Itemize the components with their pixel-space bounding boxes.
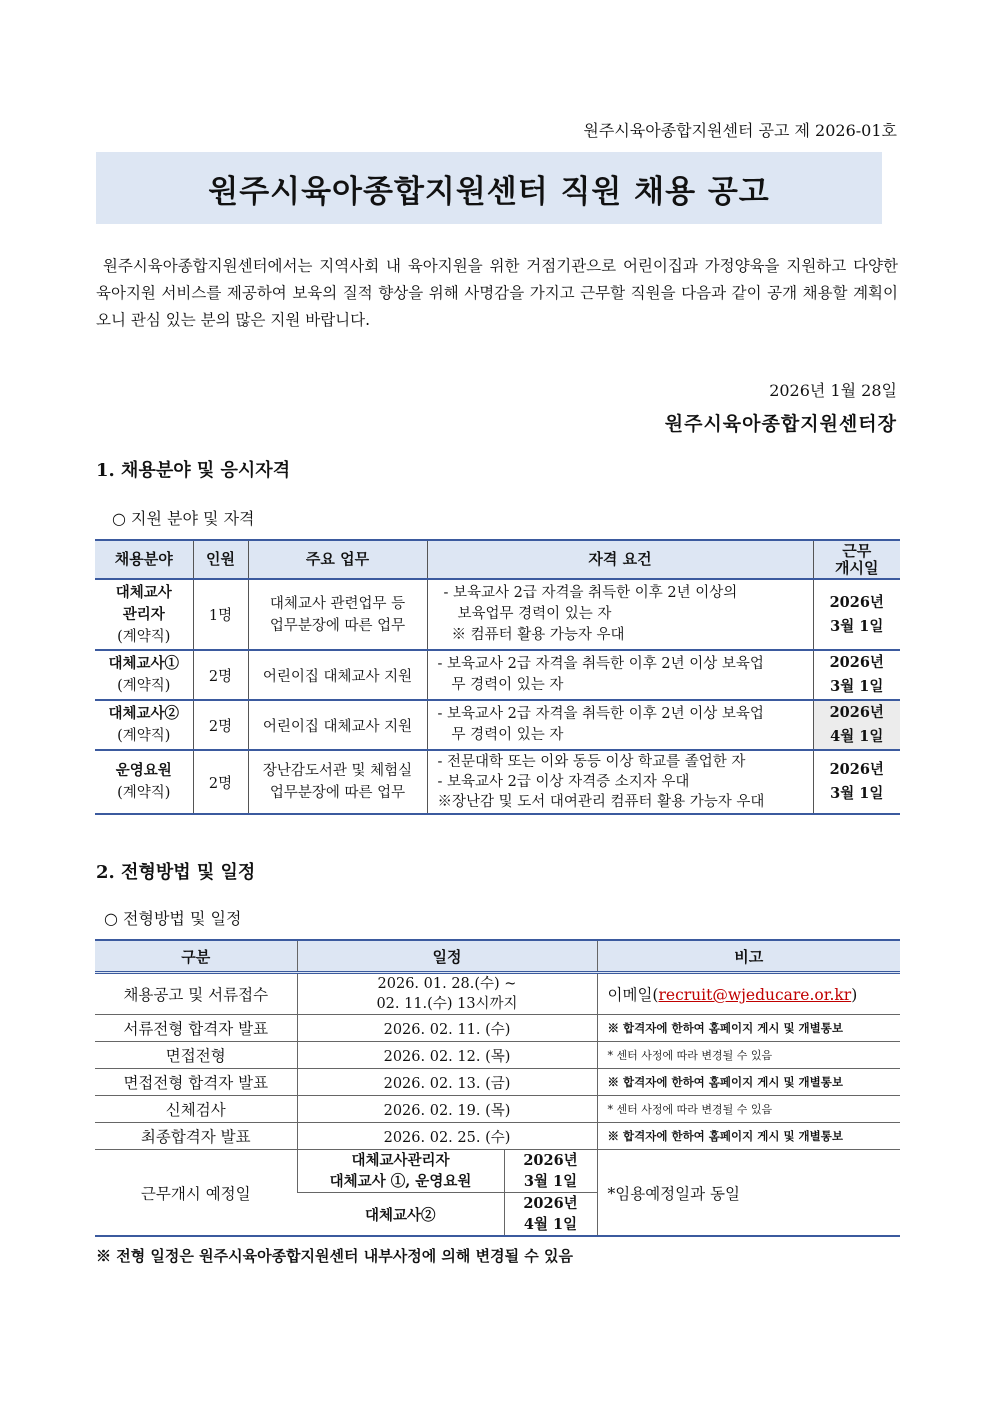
start-cell: 2026년 3월 1일 [813, 579, 900, 650]
table-row [95, 700, 900, 750]
start-date-cell: 2026년 4월 1일 [504, 1193, 597, 1237]
table-header-row [95, 540, 900, 579]
requirements-cell: - 전문대학 또는 이와 동등 이상 학교를 졸업한 자 - 보육교사 2급 이상 자격증 소지자 우대 ※장난감 및 도서 대여관리 컴퓨터 활용 가능자 우대 [427, 750, 813, 814]
email-link[interactable]: recruit@wjeducare.or.kr [658, 986, 852, 1004]
table-header-row [95, 940, 900, 973]
start-cell: 2026년 4월 1일 [813, 700, 900, 750]
table-row [95, 1150, 900, 1193]
start-cell: 2026년 3월 1일 [813, 650, 900, 700]
table-row [95, 973, 900, 1015]
col-header-duties: 주요 업무 [248, 540, 427, 579]
count-cell: 2명 [193, 750, 248, 814]
field-cell: 대체교사 관리자 (계약직) [115, 583, 172, 645]
note-cell: * 센터 사정에 따라 변경될 수 있음 [597, 1096, 900, 1123]
stage-cell: 서류전형 합격자 발표 [95, 1015, 297, 1042]
start-date-cell: 2026년 3월 1일 [504, 1150, 597, 1193]
duties-cell: 대체교사 관련업무 등 업무분장에 따른 업무 [248, 579, 427, 650]
table-row [95, 1123, 900, 1150]
title-banner [96, 152, 882, 224]
note-cell: ※ 합격자에 한하여 홈페이지 게시 및 개별통보 [597, 1015, 900, 1042]
section2-subheading: ○ 전형방법 및 일정 [104, 909, 242, 928]
signer: 원주시육아종합지원센터장 [664, 413, 897, 435]
stage-cell: 면접전형 [95, 1042, 297, 1069]
intro-paragraph [96, 253, 898, 334]
start-cell: 2026년 3월 1일 [813, 750, 900, 814]
roles-cell: 대체교사관리자 대체교사 ①, 운영요원 [297, 1150, 504, 1193]
count-cell: 2명 [193, 650, 248, 700]
positions-table [95, 539, 900, 815]
col-header-stage: 구분 [95, 940, 297, 973]
notice-number: 원주시육아종합지원센터 공고 제 2026-01호 [583, 121, 897, 140]
note-cell: ※ 합격자에 한하여 홈페이지 게시 및 개별통보 [597, 1069, 900, 1096]
duties-cell: 어린이집 대체교사 지원 [248, 700, 427, 750]
requirements-cell: - 보육교사 2급 자격을 취득한 이후 2년 이상 보육업 무 경력이 있는 자 [427, 650, 813, 700]
duties-cell: 장난감도서관 및 체험실 업무분장에 따른 업무 [248, 750, 427, 814]
stage-cell: 최종합격자 발표 [95, 1123, 297, 1150]
col-header-start: 근무 개시일 [813, 540, 900, 579]
note-cell: *임용예정일과 동일 [597, 1150, 900, 1237]
table-row [95, 1069, 900, 1096]
field-cell: 대체교사① (계약직) [95, 650, 193, 700]
count-cell: 1명 [193, 579, 248, 650]
note-cell: * 센터 사정에 따라 변경될 수 있음 [597, 1042, 900, 1069]
schedule-cell: 2026. 01. 28.(수) ~ 02. 11.(수) 13시까지 [297, 973, 597, 1015]
col-header-schedule: 일정 [297, 940, 597, 973]
stage-cell: 신체검사 [95, 1096, 297, 1123]
table-row [95, 1096, 900, 1123]
note-cell: ※ 합격자에 한하여 홈페이지 게시 및 개별통보 [597, 1123, 900, 1150]
field-cell: 운영요원 (계약직) [95, 750, 193, 814]
requirements-cell: - 보육교사 2급 자격을 취득한 이후 2년 이상의 보육업무 경력이 있는 자 ※ 컴퓨터 활용 가능자 우대 [427, 579, 813, 650]
schedule-cell: 2026. 02. 19. (목) [297, 1096, 597, 1123]
col-header-field: 채용분야 [95, 540, 193, 579]
section1-subheading: ○ 지원 분야 및 자격 [112, 509, 255, 528]
field-cell: 대체교사② (계약직) [95, 700, 193, 750]
section2-heading: 2. 전형방법 및 일정 [96, 862, 256, 883]
table-row [95, 1042, 900, 1069]
schedule-cell: 2026. 02. 13. (금) [297, 1069, 597, 1096]
table-row [95, 750, 900, 814]
count-cell: 2명 [193, 700, 248, 750]
col-header-note: 비고 [597, 940, 900, 973]
stage-cell: 근무개시 예정일 [95, 1150, 297, 1237]
requirements-cell: - 보육교사 2급 자격을 취득한 이후 2년 이상 보육업 무 경력이 있는 자 [427, 700, 813, 750]
section1-heading: 1. 채용분야 및 응시자격 [96, 460, 291, 481]
table-row [95, 650, 900, 700]
duties-cell: 어린이집 대체교사 지원 [248, 650, 427, 700]
col-header-requirements: 자격 요건 [427, 540, 813, 579]
schedule-cell: 2026. 02. 25. (수) [297, 1123, 597, 1150]
roles-cell: 대체교사② [297, 1193, 504, 1237]
schedule-cell: 2026. 02. 11. (수) [297, 1015, 597, 1042]
table-row [95, 579, 900, 650]
stage-cell: 면접전형 합격자 발표 [95, 1069, 297, 1096]
schedule-cell: 2026. 02. 12. (목) [297, 1042, 597, 1069]
table-row [95, 1015, 900, 1042]
note-cell: 이메일(recruit@wjeducare.or.kr) [597, 973, 900, 1015]
stage-cell: 채용공고 및 서류접수 [95, 973, 297, 1015]
footer-note: ※ 전형 일정은 원주시육아종합지원센터 내부사정에 의해 변경될 수 있음 [96, 1247, 573, 1265]
schedule-table [95, 939, 900, 1237]
announcement-date: 2026년 1월 28일 [769, 381, 897, 400]
intro-text: 원주시육아종합지원센터에서는 지역사회 내 육아지원을 위한 거점기관으로 어린이집과 가정양육을 지원하고 다양한 육아지원 서비스를 제공하여 보육의 질적 향상을 위해 사명감을 가지고 근무할 직원을 다음과 같이 공개 채용할 계획이오니 관심 있는 분의 많은 지원 바랍니다. [96, 257, 898, 329]
page-title: 원주시육아종합지원센터 직원 채용 공고 [208, 173, 770, 210]
col-header-count: 인원 [193, 540, 248, 579]
